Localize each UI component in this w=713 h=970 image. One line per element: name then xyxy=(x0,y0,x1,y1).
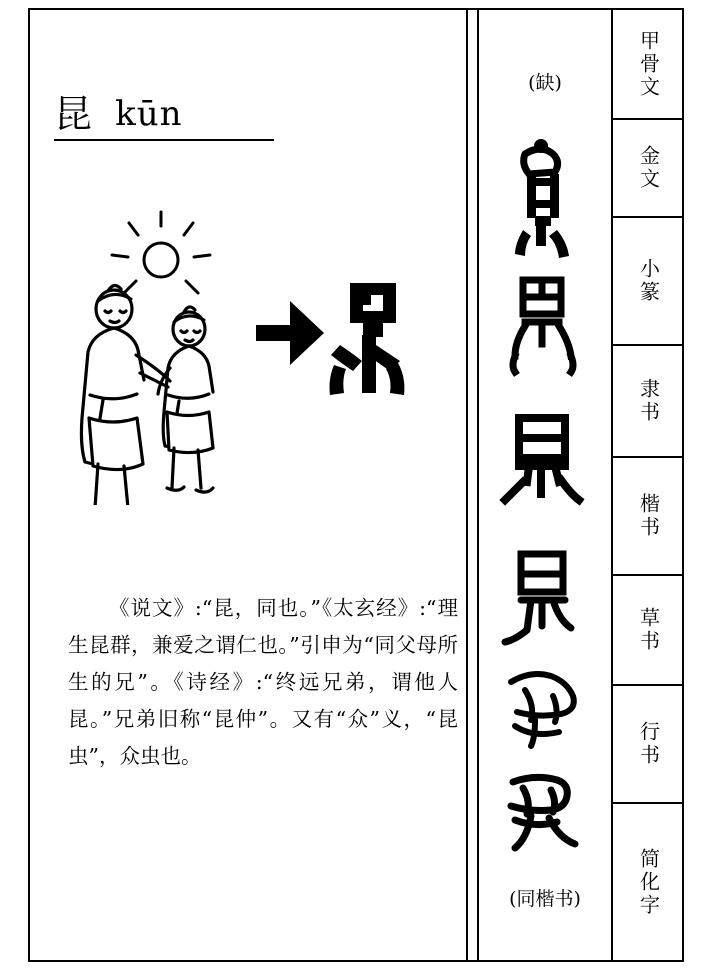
style-label-caoshu: 草书 xyxy=(636,607,661,653)
script-evolution-column xyxy=(479,10,611,960)
headword-character: 昆 xyxy=(54,92,93,136)
kaishu-kun xyxy=(505,554,571,642)
style-cell-xiaozhuan xyxy=(613,218,684,346)
caoshu-kun xyxy=(511,674,574,746)
script-glyph-stack xyxy=(479,130,611,870)
sun-icon xyxy=(112,212,210,293)
oracle-bone-kun-glyph xyxy=(330,283,405,395)
style-label-xingshu: 行书 xyxy=(636,721,661,767)
style-label-kaishu: 楷书 xyxy=(636,493,661,539)
lishu-kun xyxy=(505,418,579,500)
style-label-jinwen: 金文 xyxy=(636,145,661,191)
entry-panel xyxy=(30,10,466,960)
xiaozhuan-kun xyxy=(513,280,573,372)
style-label-jianhuazi: 简化字 xyxy=(636,847,661,917)
column-divider-1 xyxy=(466,8,468,962)
style-cell-xingshu xyxy=(613,686,684,804)
style-cell-lishu xyxy=(613,346,684,458)
xingshu-kun xyxy=(511,777,575,848)
style-label-lishu: 隶书 xyxy=(636,378,661,424)
headword xyxy=(54,92,274,141)
younger-brother-figure xyxy=(158,307,213,492)
illustration xyxy=(50,205,450,505)
headword-pinyin: kūn xyxy=(115,94,183,134)
right-arrow-icon xyxy=(256,301,324,365)
jinwen-kun xyxy=(515,139,569,258)
oracle-bone-missing-note: (缺) xyxy=(528,72,562,94)
style-label-xiaozhuan: 小篆 xyxy=(636,258,661,304)
elder-brother-figure xyxy=(81,285,170,505)
explanation-text: 《说文》:“昆，同也。”《太玄经》:“理生昆群，兼爱之谓仁也。”引申为“同父母所生的兄”。《诗经》:“终远兄弟，谓他人昆。”兄弟旧称“昆仲”。又有“众”义，“昆虫”，众虫也。 xyxy=(68,596,458,768)
style-cell-kaishu xyxy=(613,458,684,576)
style-cell-jianhuazi xyxy=(613,804,684,960)
style-cell-jinwen xyxy=(613,120,684,218)
style-label-jiaguwen: 甲骨文 xyxy=(636,29,661,99)
style-cell-jiaguwen xyxy=(613,10,684,120)
same-as-kaishu-note: (同楷书) xyxy=(509,888,581,910)
style-cell-caoshu xyxy=(613,576,684,686)
style-label-column xyxy=(613,10,684,960)
